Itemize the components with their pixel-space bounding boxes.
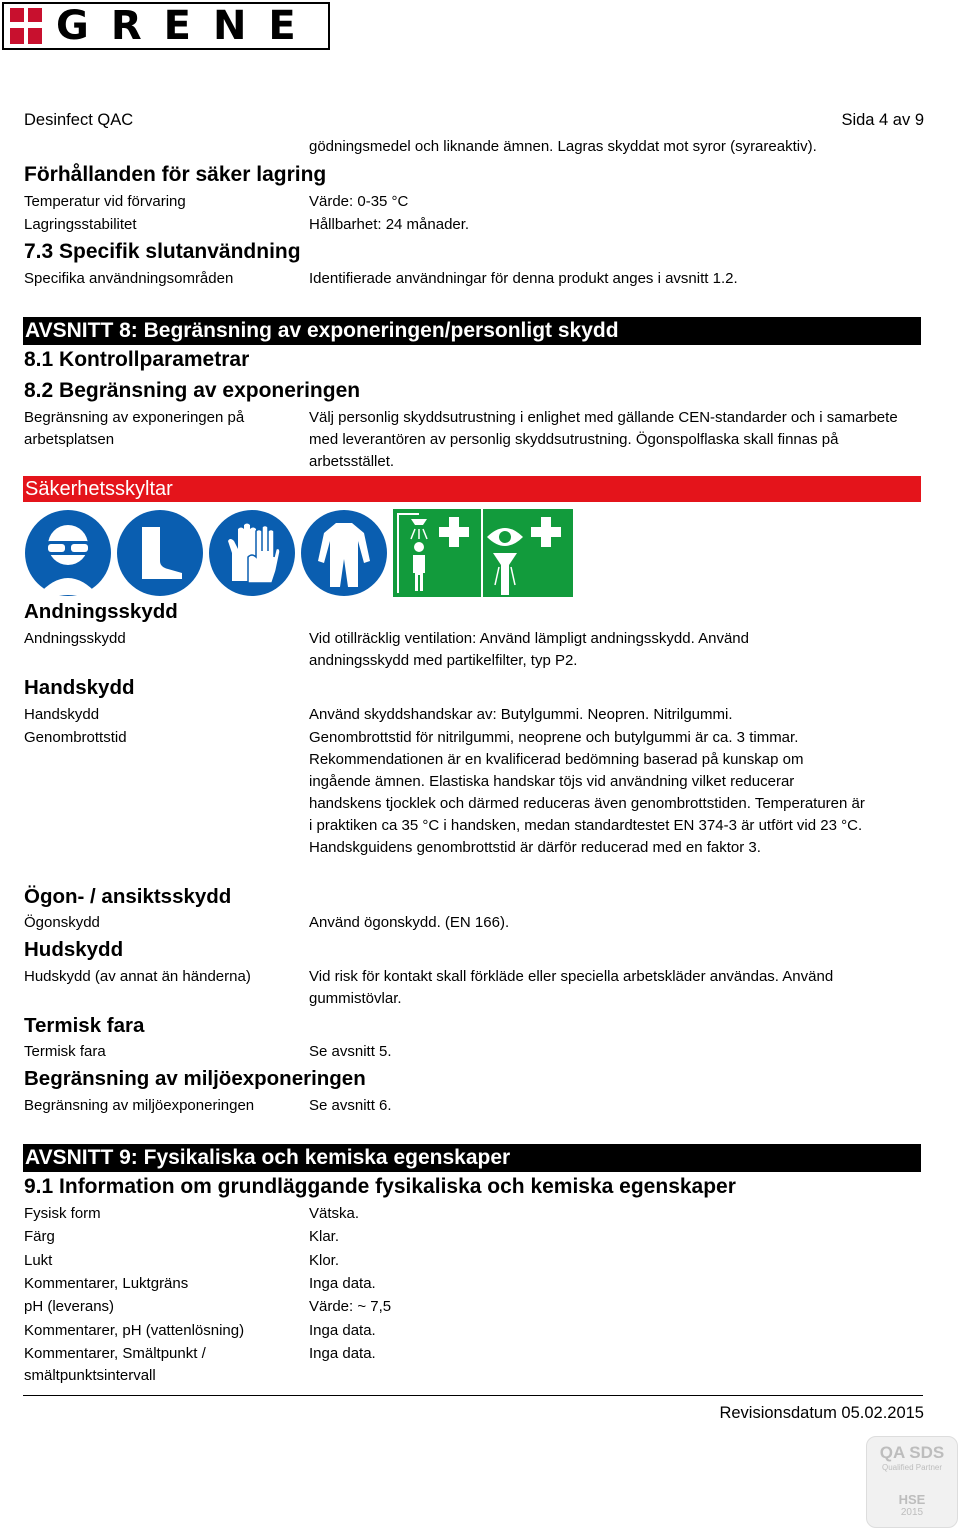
hand-label: Handskydd <box>24 706 100 723</box>
section9-sub: 9.1 Information om grundläggande fysikaliska och kemiska egenskaper <box>24 1175 736 1198</box>
prop-value: Inga data. <box>309 1345 376 1362</box>
eyewash-station-icon <box>483 509 573 597</box>
badge-subtitle: Qualified Partner <box>881 1463 943 1472</box>
coverall-icon <box>300 509 388 597</box>
storage-stability-value: Hållbarhet: 24 månader. <box>309 216 470 233</box>
product-name: Desinfect QAC <box>24 111 134 129</box>
respiratory-value: Vid otillräcklig ventilation: Använd lämpligt andningsskydd. Använd andningsskydd med partikelfilter, typ P2. <box>309 630 749 669</box>
badge-line: HSE <box>898 1492 926 1507</box>
prop-value: Vätska. <box>309 1205 360 1222</box>
respiratory-title: Andningsskydd <box>24 600 178 623</box>
skin-label: Hudskydd (av annat än händerna) <box>24 968 251 985</box>
env-title: Begränsning av miljöexponeringen <box>24 1067 366 1090</box>
prop-value: Inga data. <box>309 1322 376 1339</box>
skin-value: Vid risk för kontakt skall förkläde eller speciella arbetskläder användas. Använd gummistövlar. <box>309 968 834 1007</box>
storage-title: Förhållanden för säker lagring <box>24 163 327 186</box>
continuation-text: gödningsmedel och liknande ämnen. Lagras skyddat mot syror (syrareaktiv). <box>309 138 817 155</box>
qa-sds-badge <box>866 1436 958 1528</box>
prop-value: Inga data. <box>309 1275 376 1292</box>
breakthrough-label: Genombrottstid <box>24 729 127 746</box>
section8-bar: AVSNITT 8: Begränsning av exponeringen/personligt skydd <box>23 317 921 345</box>
prop-value: Klor. <box>309 1252 340 1269</box>
eye-value: Använd ögonskydd. (EN 166). <box>309 914 510 931</box>
prop-label: Fysisk form <box>24 1205 101 1222</box>
skin-title: Hudskydd <box>24 938 124 961</box>
prop-value: Klar. <box>309 1228 340 1245</box>
prop-value: Värde: ~ 7,5 <box>309 1298 392 1315</box>
prop-label: Kommentarer, Smältpunkt / smältpunktsintervall <box>24 1345 206 1384</box>
prop-label: Färg <box>24 1228 55 1245</box>
gloves-icon <box>208 509 296 597</box>
thermal-title: Termisk fara <box>24 1014 145 1037</box>
emergency-shower-icon <box>393 509 481 597</box>
prop-label: pH (leverans) <box>24 1298 115 1315</box>
thermal-value: Se avsnitt 5. <box>309 1043 392 1060</box>
env-label: Begränsning av miljöexponeringen <box>24 1097 255 1114</box>
section8-sub2: 8.2 Begränsning av exponeringen <box>24 379 361 402</box>
section9-bar: AVSNITT 9: Fysikaliska och kemiska egenskaper <box>23 1144 921 1172</box>
goggles-icon <box>24 509 112 597</box>
workplace-value: Välj personlig skyddsutrustning i enlighet med gällande CEN-standarder och i samarbete med leverantören av personlig skyddsutrustning. Ögonspolflaska skall finnas på arbetsstället. <box>309 409 898 470</box>
prop-label: Kommentarer, Luktgräns <box>24 1275 189 1292</box>
env-value: Se avsnitt 6. <box>309 1097 392 1114</box>
prop-label: Lukt <box>24 1252 53 1269</box>
revision-date: Revisionsdatum 05.02.2015 <box>719 1404 924 1422</box>
eye-label: Ögonskydd <box>24 914 100 931</box>
logo-text: GRENE <box>56 3 318 49</box>
footer-divider <box>23 1395 923 1396</box>
hand-value: Använd skyddshandskar av: Butylgummi. Neopren. Nitrilgummi. <box>309 706 733 723</box>
end-use-title: 7.3 Specifik slutanvändning <box>24 240 301 263</box>
thermal-label: Termisk fara <box>24 1043 106 1060</box>
end-use-label: Specifika användningsområden <box>24 270 234 287</box>
end-use-value: Identifierade användningar för denna produkt anges i avsnitt 1.2. <box>309 270 738 287</box>
company-logo <box>2 2 330 50</box>
badge-year: 2015 <box>900 1507 924 1518</box>
safety-signs-bar: Säkerhetsskyltar <box>23 476 921 502</box>
hand-title: Handskydd <box>24 676 135 699</box>
respiratory-label: Andningsskydd <box>24 630 126 647</box>
logo-mark-icon <box>8 6 44 46</box>
eye-title: Ögon- / ansiktsskydd <box>24 885 232 908</box>
breakthrough-value: Genombrottstid för nitrilgummi, neoprene och butylgummi är ca. 3 timmar. Rekommendationen är en kvalificerad bedömning baserad på kunskap om ingående ämnen. Elastiska handskar töjs vid användning vilket reducerar handskens tjocklek och därmed reduceras även genombrottstiden. Temperaturen är i praktiken ca 35 °C i handsken, medan standardtestet EN 374-3 är utfört vid 23 °C. Handskguidens genombrottstid är därför reducerad med en faktor 3. <box>309 729 865 856</box>
page-number: Sida 4 av 9 <box>841 111 924 129</box>
storage-stability-label: Lagringsstabilitet <box>24 216 137 233</box>
boots-icon <box>116 509 204 597</box>
badge-title: QA SDS <box>879 1443 945 1462</box>
storage-temp-value: Värde: 0-35 °C <box>309 193 409 210</box>
storage-temp-label: Temperatur vid förvaring <box>24 193 186 210</box>
prop-label: Kommentarer, pH (vattenlösning) <box>24 1322 245 1339</box>
section8-sub1: 8.1 Kontrollparametrar <box>24 348 250 371</box>
workplace-label: Begränsning av exponeringen på arbetsplatsen <box>24 409 245 448</box>
